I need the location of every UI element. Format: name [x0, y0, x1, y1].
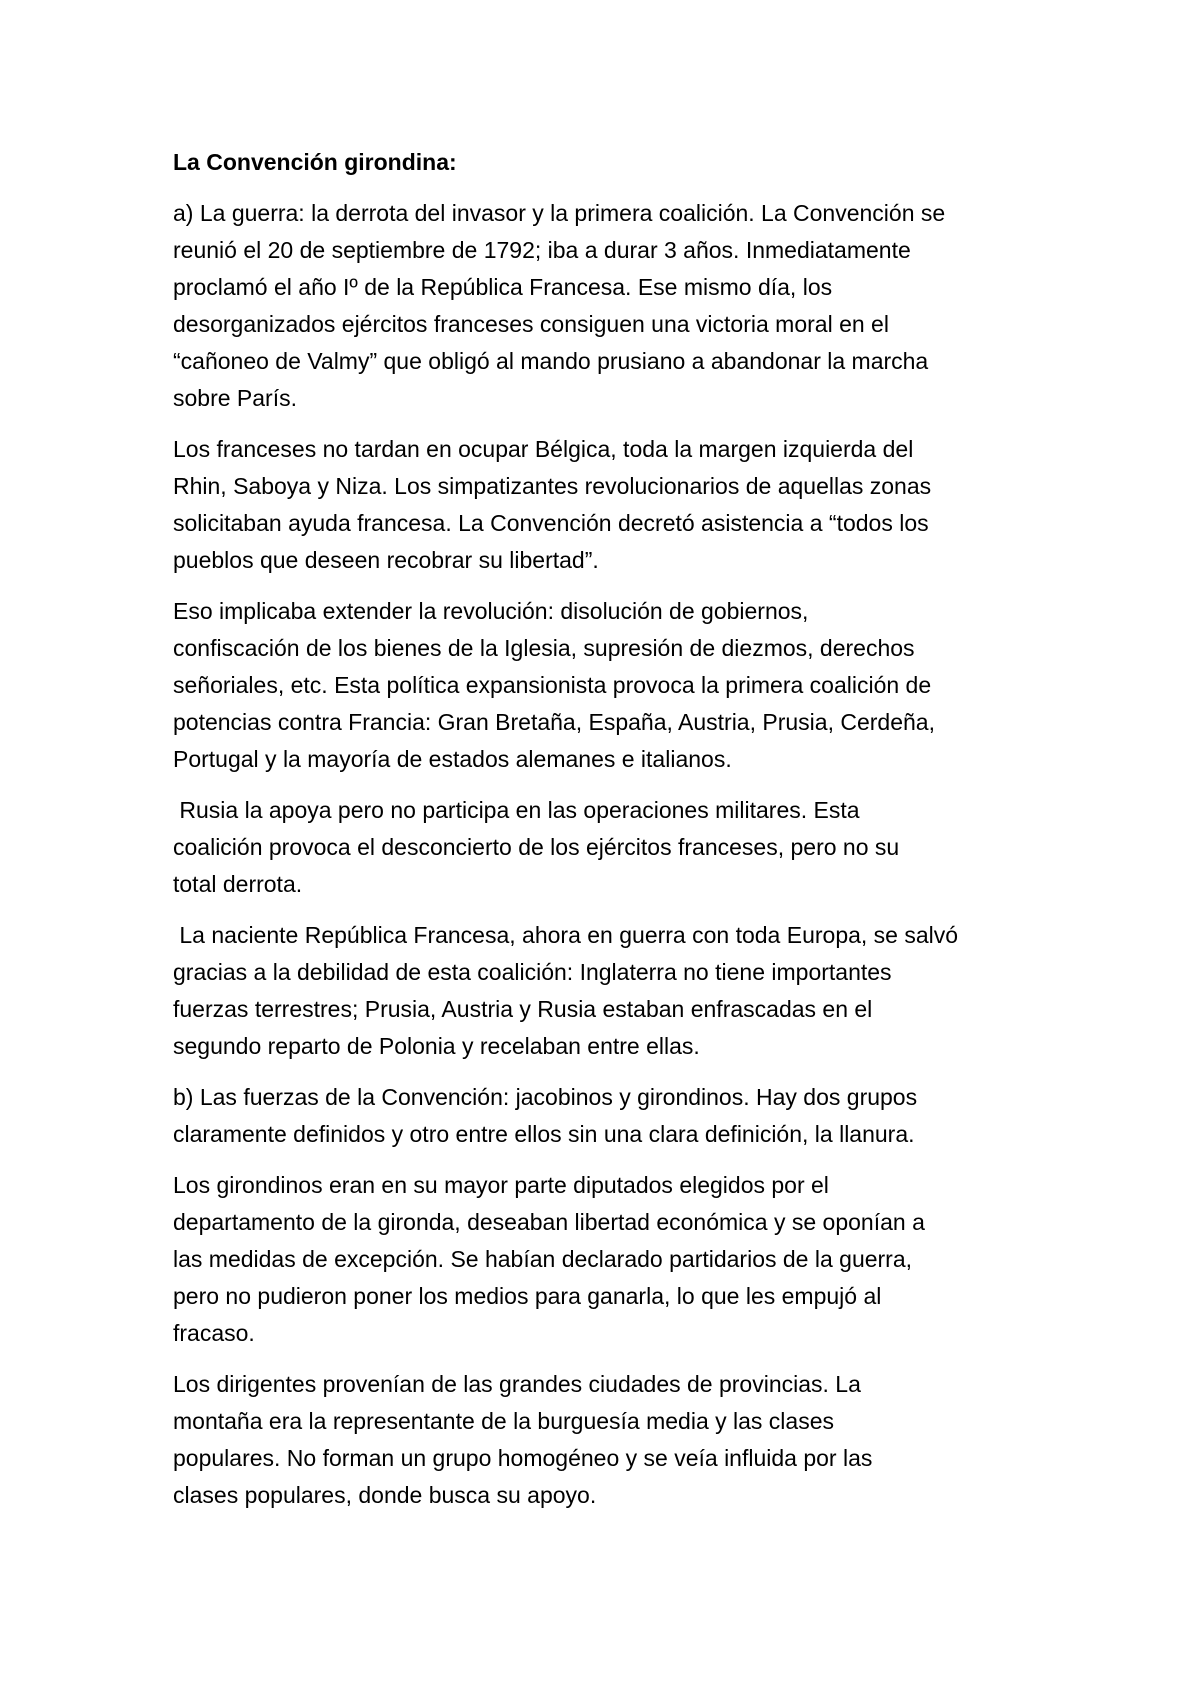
text-line: Los dirigentes provenían de las grandes ciudades de provincias. La: [173, 1371, 861, 1397]
text-line: La naciente República Francesa, ahora en guerra con toda Europa, se salvó: [173, 922, 959, 948]
text-line: montaña era la representante de la burguesía media y las clases: [173, 1408, 835, 1434]
text-line: b) Las fuerzas de la Convención: jacobinos y girondinos. Hay dos grupos: [173, 1084, 918, 1110]
text-line: Rhin, Saboya y Niza. Los simpatizantes revolucionarios de aquellas zonas: [173, 473, 932, 499]
paragraph-republica: [173, 917, 1053, 1065]
text-line: las medidas de excepción. Se habían declarado partidarios de la guerra,: [173, 1246, 913, 1272]
document-body: [173, 144, 1053, 1528]
text-line: confiscación de los bienes de la Iglesia, supresión de diezmos, derechos: [173, 635, 915, 661]
text-line: señoriales, etc. Esta política expansionista provoca la primera coalición de: [173, 672, 932, 698]
text-line: coalición provoca el desconcierto de los ejércitos franceses, pero no su: [173, 834, 900, 860]
text-line: proclamó el año Iº de la República Francesa. Ese mismo día, los: [173, 274, 833, 300]
text-line: reunió el 20 de septiembre de 1792; iba a durar 3 años. Inmediatamente: [173, 237, 911, 263]
text-line: departamento de la gironda, deseaban libertad económica y se oponían a: [173, 1209, 925, 1235]
text-line: solicitaban ayuda francesa. La Convención decretó asistencia a “todos los: [173, 510, 929, 536]
text-line: gracias a la debilidad de esta coalición: Inglaterra no tiene importantes: [173, 959, 892, 985]
paragraph-franceses: [173, 431, 1053, 579]
paragraph-fuerzas: [173, 1079, 1053, 1153]
text-line: pero no pudieron poner los medios para ganarla, lo que les empujó al: [173, 1283, 882, 1309]
text-line: Eso implicaba extender la revolución: disolución de gobiernos,: [173, 598, 809, 624]
paragraph-guerra: [173, 195, 1053, 417]
text-line: Los franceses no tardan en ocupar Bélgica, toda la margen izquierda del: [173, 436, 914, 462]
paragraph-dirigentes: [173, 1366, 1053, 1514]
text-line: sobre París.: [173, 385, 297, 411]
text-line: fracaso.: [173, 1320, 255, 1346]
text-line: pueblos que deseen recobrar su libertad”.: [173, 547, 599, 573]
text-line: potencias contra Francia: Gran Bretaña, España, Austria, Prusia, Cerdeña,: [173, 709, 935, 735]
text-line: desorganizados ejércitos franceses consiguen una victoria moral en el: [173, 311, 889, 337]
text-line: a) La guerra: la derrota del invasor y la primera coalición. La Convención se: [173, 200, 946, 226]
text-line: Portugal y la mayoría de estados alemanes e italianos.: [173, 746, 732, 772]
text-line: fuerzas terrestres; Prusia, Austria y Rusia estaban enfrascadas en el: [173, 996, 873, 1022]
paragraph-rusia: [173, 792, 1053, 903]
text-line: claramente definidos y otro entre ellos sin una clara definición, la llanura.: [173, 1121, 915, 1147]
text-line: Los girondinos eran en su mayor parte diputados elegidos por el: [173, 1172, 829, 1198]
text-line: clases populares, donde busca su apoyo.: [173, 1482, 597, 1508]
text-line: Rusia la apoya pero no participa en las operaciones militares. Esta: [173, 797, 860, 823]
text-line: total derrota.: [173, 871, 303, 897]
paragraph-revolucion: [173, 593, 1053, 778]
text-line: “cañoneo de Valmy” que obligó al mando prusiano a abandonar la marcha: [173, 348, 929, 374]
paragraph-girondinos: [173, 1167, 1053, 1352]
document-title: La Convención girondina:: [173, 149, 457, 175]
text-line: segundo reparto de Polonia y recelaban entre ellas.: [173, 1033, 700, 1059]
text-line: populares. No forman un grupo homogéneo y se veía influida por las: [173, 1445, 873, 1471]
